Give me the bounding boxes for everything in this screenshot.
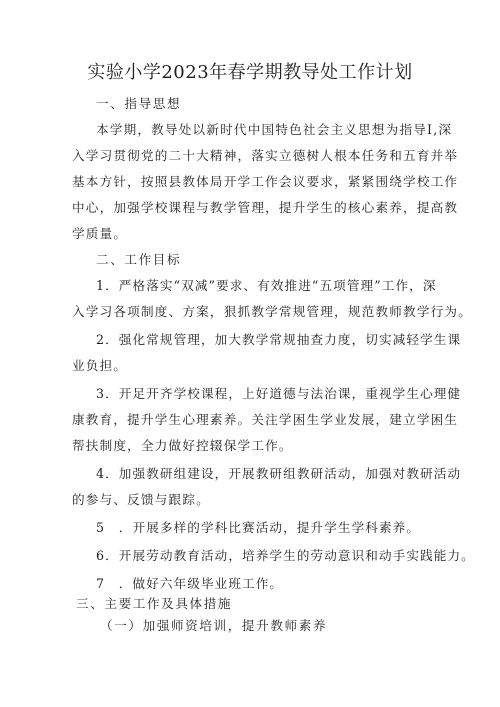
section-heading-work-goals: 二、工作目标 xyxy=(96,252,182,267)
paragraph-line: 基本方针，按照县教体局开学工作会议要求，紧紧围绕学校工作 xyxy=(72,174,459,189)
goal-item-6: 6．开展劳动教育活动，培养学生的劳动意识和动手实践能力。 xyxy=(96,548,475,563)
section-heading-guiding-ideology: 一、指导思想 xyxy=(96,96,182,111)
goal-item-1: 1．严格落实“双减”要求、有效推进“五项管理”工作，深 xyxy=(96,278,437,293)
goal-item-2: 2．强化常规管理，加大教学常规抽查力度，切实减轻学生课 xyxy=(96,332,462,347)
paragraph-line: 学质量。 xyxy=(72,226,128,241)
goal-item-5: 5 ．开展多样的学科比赛活动，提升学生学科素养。 xyxy=(96,520,421,535)
goal-item-3-cont: 帮扶制度，全力做好控辍保学工作。 xyxy=(72,438,293,453)
subsection-heading-teacher-training: （一）加强师资培训，提升教师素养 xyxy=(100,618,328,633)
goal-item-3-cont: 康教育，提升学生心理素养。关注学困生学业发展，建立学困生 xyxy=(72,412,459,427)
goal-item-1-cont: 入学习各项制度、方案，狠抓教学常规管理，规范教师教学行为。 xyxy=(72,304,473,319)
goal-item-4-cont: 的参与、反馈与跟踪。 xyxy=(72,492,210,507)
document-title: 实验小学2023年春学期教导处工作计划 xyxy=(87,62,413,83)
section-heading-main-work: 三、主要工作及具体措施 xyxy=(76,596,233,611)
paragraph-line: 本学期，教导处以新时代中国特色社会主义思想为指导I,深 xyxy=(96,122,453,137)
goal-item-3: 3．开足开齐学校课程，上好道德与法治课，重视学生心理健 xyxy=(96,386,462,401)
paragraph-line: 中心，加强学校课程与教学管理，提升学生的核心素养，提高教 xyxy=(72,200,459,215)
goal-item-4: 4．加强教研组建设，开展教研组教研活动，加强对教研活动 xyxy=(96,466,462,481)
paragraph-line: 入学习贯彻党的二十大精神，落实立德树人根本任务和五育并举 xyxy=(72,148,459,163)
goal-item-7: 7 ．做好六年级毕业班工作。 xyxy=(96,576,284,591)
goal-item-2-cont: 业负担。 xyxy=(72,358,128,373)
